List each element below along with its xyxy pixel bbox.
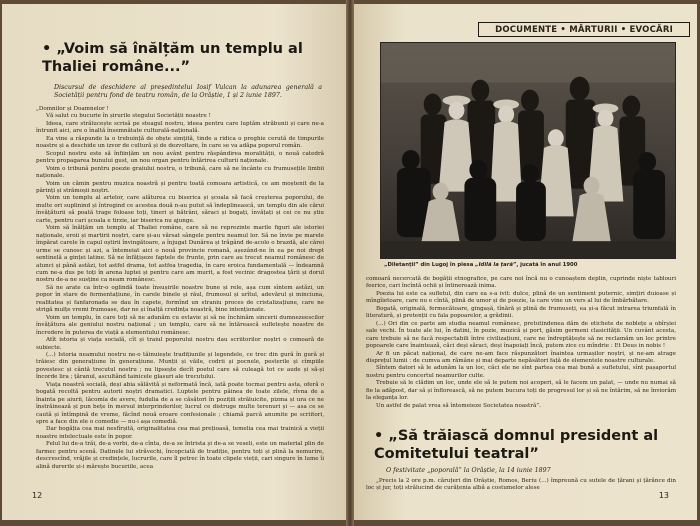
paragraph: Ideea, care strălucește scrisă pe steagul nostru, ideea pentru care luptăm străbunii și care ne-a întrunit aici, are o înaltă însemnătate culturală-națională.: [36, 120, 324, 135]
historical-photo: [380, 42, 676, 259]
right-page: [354, 4, 697, 520]
paragraph: Sîntem datori să le adunăm la un loc, căci ele ne sînt partea cea mai bună a sufletului, sînt pașaportul nostru pentru concertul neamurilor culte.: [366, 365, 676, 379]
left-body: [36, 106, 324, 471]
caption-suffix: , jucată în anul 1900: [516, 262, 578, 268]
paragraph: Ea vine a răspunde la o trebuință de obște simțită, tinde a ridica o preghie cerută de timpurile noastre și a deschide un izvor de cultură și de dezvoltare, în care se va adăpa poporul român.: [36, 135, 324, 150]
paragraph: Atît istoria și viața socială, cît și traiul poporului nostru dau scriitorilor noștri o comoară de subiecte.: [36, 337, 324, 351]
right-byline: O festivitate „poporală” la Orăștie, la 14 iunie 1897: [386, 467, 551, 474]
paragraph: Voim un cămin pentru muzica noastră și pentru toată comoara artistică, ce am moștenit de la părinți și strămoșii noștri.: [36, 180, 324, 194]
paragraph: Felul lui de-a trăi, de-a vorbi, de-a cînta, de-a se întrista și de-a se veseli, este un material plin de farmec pentru scenă. Datinele lui străvechi, încopciată de tradiție, pentru toți și plină la nemurire, descrescînd, vrăjile și credințele, lucrurile, care îl petrec în toate clipele vieții, cari singure în lume îi alină durerile și-i mărește bucuriile, acea: [36, 441, 324, 470]
paragraph: (...) Istoria neamului nostru ne-o tăinuiește tradițiunile și legendele, ce trec din gură în gură și trăiesc din generațiune în generațiune. Munții și văile, codrii și pocnele, pesterile și cîmpiile povestesc și cântă trecutul nostru ; nu lipsește decît poetul care să culeagă tot ce aude și să-și încorde lira ; țăranul, ascultând tainicele glasuri ale trecutului.: [36, 351, 324, 381]
paragraph: Ar fi un păcat național, de care ne-am face răspunzători înaintea urmașilor noștri, și ne-am atrage disprețul lumii : de cumva am rămâne și mai departe nepăsători față de elementele noastre culturale.: [366, 350, 676, 364]
group-portrait-image: [381, 43, 675, 258]
paragraph: Voim un templu, în care toți să ne adunăm cu evlavie și să ne închinăm sincerii dumnezeescilor învățătura ale geniului nostru național ; un templu, care să ne întărească sufletește noastre de încredere în puterea de viață a elementului românesc.: [36, 314, 324, 336]
paragraph: Vă salut cu bucurie în șirurile stegului Societății noastre !: [46, 113, 211, 120]
paragraph: (...) Ori din ce parte am studia neamul românesc, pretutindenea dăm de etichete de noblețe a obîrșiei sale vechi. În toate ale lui, în datini, în pozie, muzică și port, găsim germeni clasicității. Un cuvânt acesta, care trebuie să ne facă respectabili între civilizațiuni, care ne îndreptățește să ne reclamăm un loc printre popoarele care înaintează, căci deși săraci, deși înapoiați încă, putem zice cu mîndrie : Et Deus in nobis !: [366, 320, 676, 350]
left-page: [2, 4, 346, 520]
paragraph: Un astfel de palat vrea să întemeieze Societatea noastră”.: [376, 402, 541, 409]
left-byline: Discursul de deschidere al președintelui Iosif Vulcan la adunarea generală a Societății pentru fond de teatru român, de la Orăștie, 1 și 2 iunie 1897.: [54, 84, 322, 100]
page-number-right: 13: [658, 491, 669, 500]
caption-title: „Idilă la țară”: [475, 262, 517, 268]
right-body-2: [366, 478, 676, 493]
paragraph: Să ne arate ca într-o oglindă toate însușirile noastre bune și rele, așa cum sîntem astăzi, un popor în stare de fermentațiune, în carele binele și răul, frumosul și urîtul, adevărul și minciuna, realitatea și fanfaronada se dau în capete, formînd un straniu proces de cristalizațiune, care ne strigă mulțe vremi frumoase, dar ne și înalță credința noastră, bine intenționate.: [36, 284, 324, 314]
right-headline: • „Să trăiască domnul president al Comitetului teatral”: [374, 428, 659, 462]
photo-caption: [384, 262, 674, 268]
section-header: DOCUMENTE • MĂRTURII • EVOCĂRI: [478, 22, 690, 37]
paragraph: „Precis la 2 ore p.m. căruțeri din Orăștie, Romos, Beriu (...) împreună cu sutele de țărani și țărănce din loc și jur, toți strălucind de curățenia albă a costumelor alese: [366, 478, 676, 492]
paragraph: „Domnilor și Doamnelor !: [36, 106, 109, 112]
paragraph: Viața noastră socială, deși abia sălăvită și neformată încă, iată poate tocmai pentru asta, oferă o bogată recoltă pentru autorii noștri dramatici. Luptele pentru pâinea de toate zilele, rîvna de a înainta pe aiurii, lăcomia de avere, fudulia de a se căsători în pozițiii străluicite, pizma și ura ce ne înstrăinează și pun bețe în mersul interprinderilor, lucrul ce distruge multe terenuri și — asa ce se caută și întîmpină de vreme, făcînd nouă eroare confesionale ; chiamă parcă anumite pe scriitori, spre a face din ele o comedie — nu-i așa comediă.: [36, 381, 324, 426]
paragraph: Bogată, originală, fermecătoare, gingașă, tînără și plină de frumuseți, ea și-a făcut intrarea triumfală în literatură, și pretenții cu fala popoarelor, a grădinii.: [366, 305, 676, 320]
paragraph: Scopul nostru este să înființăm un nou avânt pentru răspândirea moralității, o nouă catedră pentru propagarea bunului gust, un nou organ pentru întărirea culturii naționale.: [36, 150, 324, 165]
left-headline: • „Voim să înălțăm un templu al Thaliei române...”: [42, 41, 303, 75]
paragraph: comoară necercată de bogății etnografice, pe care noi încă nu o cunoaștem deplin, cuprinde niște tablouri feerice, cari încîntă ochii și întinerează inima.: [366, 276, 676, 290]
book-gutter: [346, 0, 354, 526]
paragraph: Voim un templu al artelor, care alăturea cu biserica și școala să facă creșterea poporului, de multe ori suplinind și întregind ce acestea două n-au putut să îndeplinească, un templu din ale cărui învățăturii să poată trage foloase toți, tineri și bătrâni, săraci și bogați, învățați și cei ce nu știu carte, pentru cari școala e tirzie, iar biserica nu ajunge.: [36, 195, 324, 224]
paragraph: Voim o tribună pentru poezie graiului nostru, o tribună, care să ne încânte cu frumusețile limbii naționale.: [36, 165, 324, 180]
page-number-left: 12: [32, 491, 43, 500]
paragraph: Voim să înălțăm un templu al Thaliei române, care să ne reprezinte marile figuri ale istoriei naționale, eroii și martirii noștri, care și-au vărsat sângele pentru neamul lor. Să ne învie pe marele împărat carele în capul oștirii învingătoare, a înjugat Dunărea și trăgând de-acolo o brazdă, ale cărei urme se cunosc și azi, a întemeiat aici o nouă provincie romană, așezând-ne în ea pe noi drept sentinelă a ginței latine. Să ne înfățișeze faptele de frunte, prin care au trecut neamul românesc de atunci și până astăzi, tot astfel drama, tot astfea tragedia, în care eroica fundamentală — îndeamnă cum ne-a dus pe toți în arena luptei și pentru care am murit, a fost vecinic dragostea țării și dorul nostru de-a ne susține ca neam românesc.: [36, 225, 324, 284]
paragraph: Dar bogăția cea mai nesfîrșită, originalitatea cea mai prețioasă, temelia cea mai trainică a vieții noastre intelectuale este în popor.: [36, 426, 324, 440]
caption-prefix: „Diletanții” din Lugoj în piesa: [384, 262, 474, 268]
right-body: [366, 276, 676, 410]
paragraph: Trebuie să le clădim un loc, unde ele să le putem noi acoperi, să le facem un palat, — unde nu numai să fie la adăpost, dar să și înflorească, să ne putem bucura toți de progresul lor și să ne întărim, să ne înviorăm la eleganța lor.: [366, 380, 676, 402]
paragraph: Poezia lui este ca sufletul, din care ea s-a ivit: dulce, plină de un sentiment puternic, simțiri duioase și mîngîietoare, care nu e cîntă, plină de umor și de poezie, la care vine un vers al lui de îmbărbătare.: [366, 290, 676, 305]
